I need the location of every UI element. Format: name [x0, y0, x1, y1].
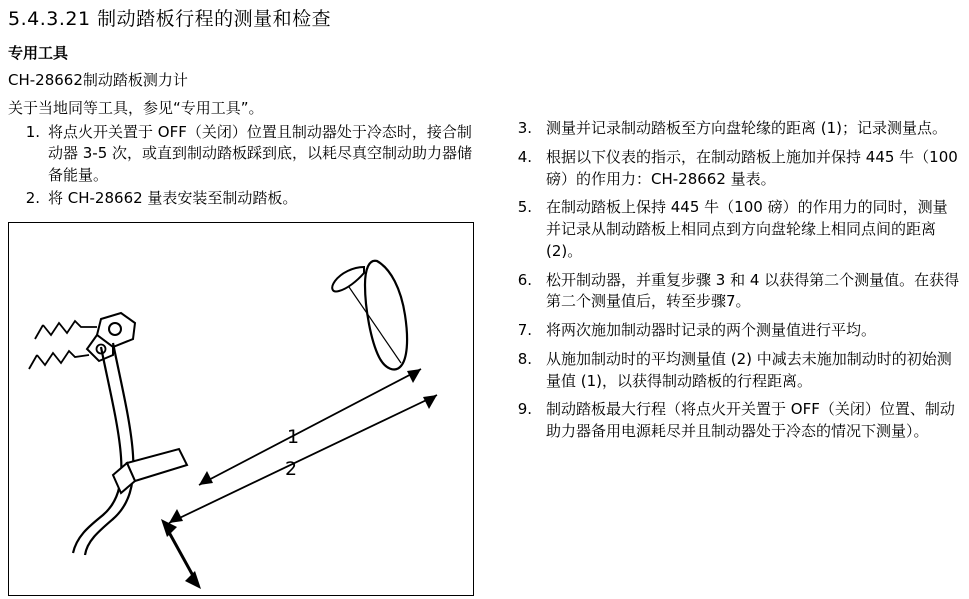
right-column	[500, 118, 960, 450]
list-item	[8, 188, 478, 209]
step-marker: 9.	[517, 400, 532, 419]
step-text: 从施加制动时的平均测量值 (2) 中减去未施加制动时的初始测量值 (1)，以获得制动踏板的行程距离。	[546, 349, 952, 390]
step-marker: 3.	[517, 119, 532, 137]
step-marker: 2.	[25, 188, 40, 207]
pivot-bolt-icon	[109, 323, 121, 335]
dimension-line-1	[199, 369, 421, 485]
dimension-arrow-2-head	[423, 395, 437, 409]
brake-pedal-pad-icon	[127, 449, 187, 481]
step-text: 松开制动器，并重复步骤 3 和 4 以获得第二个测量值。在获得第二个测量值后，转至步骤7。	[546, 270, 960, 311]
pedal-pad-icon	[365, 261, 407, 370]
page-title: 5.4.3.21 制动踏板行程的测量和检查	[8, 8, 332, 30]
left-step-list	[8, 122, 478, 209]
tool-name: CH-28662制动踏板测力计	[8, 71, 188, 89]
callout-1-label: 1	[286, 426, 300, 448]
list-item	[500, 320, 960, 342]
step-text: 在制动踏板上保持 445 牛（100 磅）的作用力的同时，测量并记录从制动踏板上相同点到方向盘轮缘上相同点间的距离 (2)。	[546, 198, 948, 260]
brake-pedal-diagram	[9, 223, 472, 594]
pedal-pad-bracket-icon	[332, 267, 364, 291]
list-item	[500, 399, 960, 443]
step-text: 将点火开关置于 OFF（关闭）位置且制动器处于冷态时，接合制动器 3-5 次，或直到制动踏板踩到底，以耗尽真空制动助力器储备能量。	[48, 123, 473, 184]
list-item	[500, 197, 960, 262]
step-marker: 4.	[517, 147, 532, 166]
left-column	[8, 42, 478, 211]
step-text: 制动踏板最大行程（将点火开关置于 OFF（关闭）位置、制动助力器备用电源耗尽并且制动器处于冷态的情况下测量）。	[546, 400, 955, 440]
list-item	[500, 118, 960, 140]
step-marker: 5.	[517, 198, 532, 217]
spring-lower-icon	[37, 351, 89, 365]
special-tools-heading: 专用工具	[8, 44, 69, 62]
list-item	[500, 270, 960, 314]
spring-upper-icon	[43, 321, 97, 335]
travel-arrow-head-down	[185, 571, 201, 589]
right-step-list	[500, 118, 960, 443]
step-text: 将两次施加制动器时记录的两个测量值进行平均。	[546, 321, 877, 339]
step-marker: 8.	[517, 349, 532, 368]
callout-2-label: 2	[284, 458, 298, 480]
brake-pedal-figure	[8, 222, 474, 596]
dimension-line-2	[169, 395, 437, 523]
list-item	[8, 122, 478, 186]
list-item	[500, 349, 960, 393]
step-text: 根据以下仪表的指示，在制动踏板上施加并保持 445 牛（100 磅）的作用力：CH-28662 量表。	[546, 147, 958, 188]
step-text: 测量并记录制动踏板至方向盘轮缘的距离 (1)；记录测量点。	[546, 119, 948, 137]
list-item	[500, 147, 960, 191]
spring-lower-tail	[29, 355, 37, 369]
spring-upper-tail	[35, 325, 43, 339]
step-marker: 6.	[517, 270, 532, 289]
dimension-arrow-2-tail	[169, 509, 183, 523]
step-marker: 7.	[517, 321, 532, 339]
tool-note: 关于当地同等工具，参见“专用工具”。	[8, 99, 264, 117]
step-text: 将 CH-28662 量表安装至制动踏板。	[48, 188, 298, 207]
step-marker: 1.	[25, 123, 40, 141]
pedal-arm-inner	[73, 347, 121, 553]
